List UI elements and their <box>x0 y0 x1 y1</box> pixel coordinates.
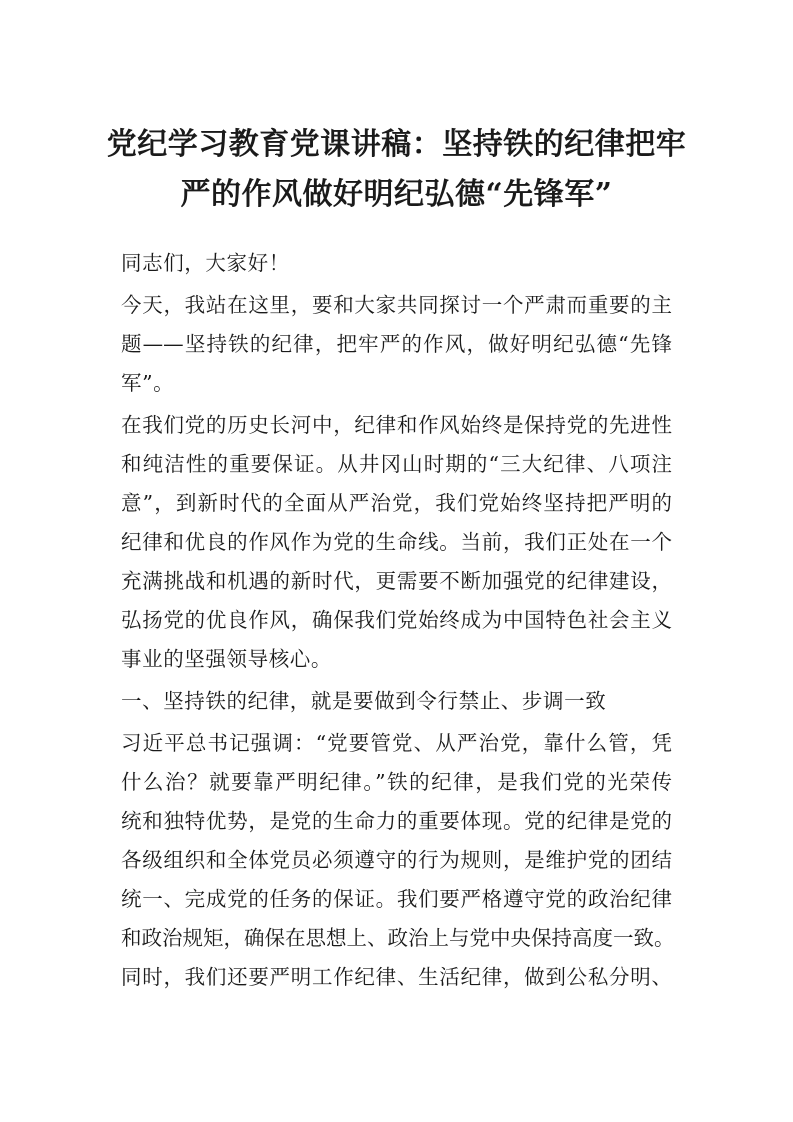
section-heading: 一、坚持铁的纪律，就是要做到令行禁止、步调一致 <box>121 689 607 713</box>
body-line: 意”，到新时代的全面从严治党，我们党始终坚持把严明的 <box>121 491 672 515</box>
body-line: 在我们党的历史长河中，纪律和作风始终是保持党的先进性 <box>121 413 672 437</box>
body-line: 纪律和优良的作风作为党的生命线。当前，我们正处在一个 <box>121 530 672 554</box>
body-line: 和政治规矩，确保在思想上、政治上与党中央保持高度一致。 <box>121 926 675 950</box>
body-line: 题——坚持铁的纪律，把牢严的作风，做好明纪弘德“先锋 <box>121 332 672 356</box>
body-line: 各级组织和全体党员必须遵守的行为规则，是维护党的团结 <box>121 848 672 872</box>
body-line: 弘扬党的优良作风，确保我们党始终成为中国特色社会主义 <box>121 608 672 632</box>
body-line: 事业的坚强领导核心。 <box>121 647 332 671</box>
body-line: 统和独特优势，是党的生命力的重要体现。党的纪律是党的 <box>121 809 672 833</box>
body-line: 统一、完成党的任务的保证。我们要严格遵守党的政治纪律 <box>121 887 672 911</box>
document-title-line-2: 严的作风做好明纪弘德“先锋军” <box>180 177 613 212</box>
body-line: 今天，我站在这里，要和大家共同探讨一个严肃而重要的主 <box>121 293 672 317</box>
body-line: 充满挑战和机遇的新时代，更需要不断加强党的纪律建设， <box>121 569 672 593</box>
greeting-line: 同志们，大家好！ <box>121 251 290 275</box>
body-line: 什么治？就要靠严明纪律。”铁的纪律，是我们党的光荣传 <box>121 770 672 794</box>
document-title-line-1: 党纪学习教育党课讲稿：坚持铁的纪律把牢 <box>106 127 687 162</box>
body-line: 和纯洁性的重要保证。从井冈山时期的“三大纪律、八项注 <box>121 452 672 476</box>
body-line: 军”。 <box>121 371 175 395</box>
body-line: 同时，我们还要严明工作纪律、生活纪律，做到公私分明、 <box>121 965 672 989</box>
body-line: 习近平总书记强调：“党要管党、从严治党，靠什么管，凭 <box>121 731 672 755</box>
